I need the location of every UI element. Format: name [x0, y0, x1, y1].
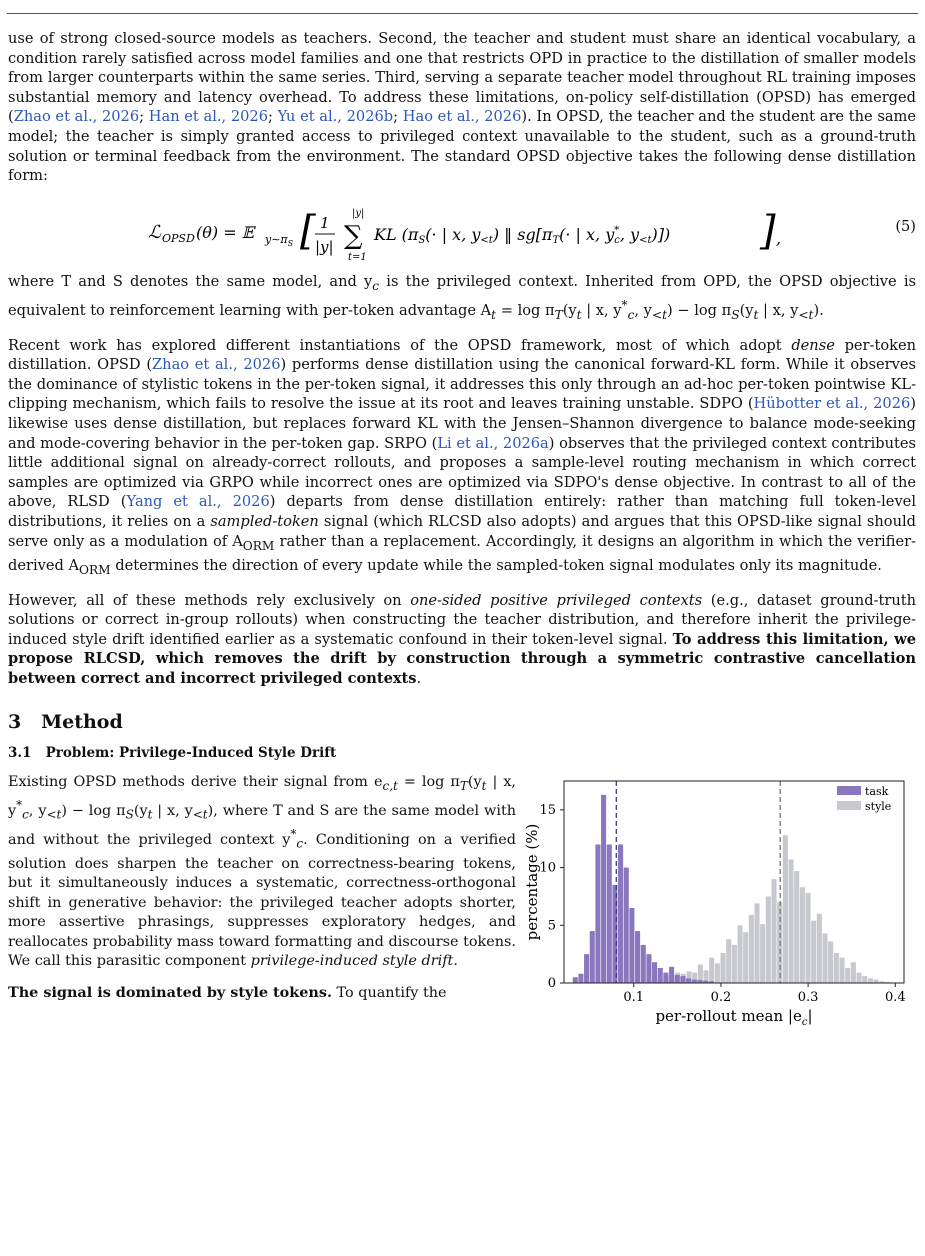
left-column [8, 773, 516, 973]
histogram-bar-task [680, 976, 685, 983]
svg-text:,: , [776, 228, 782, 248]
histogram-bar-style [862, 976, 867, 983]
histogram-bar-style [822, 933, 827, 983]
x-tick-label: 0.2 [710, 989, 732, 1005]
svg-text:∑: ∑ [344, 220, 363, 251]
histogram-bar-style [873, 979, 878, 982]
histogram-bar-task [601, 794, 606, 982]
svg-text:y∼πS: $y\sim\pi_S$ [265, 232, 294, 248]
header-rule [7, 13, 918, 14]
histogram-bar-style [783, 835, 788, 983]
histogram-bar-task [578, 973, 583, 982]
svg-text:|y|: |y| [352, 207, 365, 219]
equation-number: (5) [895, 217, 916, 235]
citation-link[interactable]: Han et al., 2026 [148, 108, 268, 126]
paragraph-opd-limitations: use of strong closed-source models as teachers. Second, the teacher and student must share an identical vocabulary, a condition rarely satisfied across model families and one that restricts OPD in practice to the distillation of smaller models from larger counterparts within the same series. Third, serving a separate teacher model throughout RL training imposes substantial memory and latency overhead. To address these limitations, on-policy self-distillation (OPSD) has emerged (Zhao et al., 2026; Han et al., 2026; Yu et al., 2026b; Hao et al., 2026). In OPSD, the teacher and the student are the same model; the teacher is simply granted access to privileged context unavailable to the student, such as a ground-truth solution or terminal feedback from the environment. The standard OPSD objective takes the following dense distillation form: [8, 30, 917, 185]
histogram-bar-task [669, 966, 674, 982]
histogram-bar-style [737, 925, 742, 983]
legend-label-task: task [865, 784, 889, 798]
page-body [8, 29, 917, 1028]
histogram-bar-task [618, 844, 623, 983]
y-tick-label: 5 [547, 917, 556, 933]
histogram-bar-style [834, 953, 839, 983]
histogram-bar-style [839, 957, 844, 982]
histogram-bar-style [788, 859, 793, 983]
svg-text:(θ) = 𝔼: (θ) = 𝔼 [196, 222, 254, 242]
y-axis-label: percentage (%) [523, 823, 541, 940]
citation-link[interactable]: Yu et al., 2026b [277, 108, 394, 126]
equation-graphic [148, 204, 808, 264]
histogram-bar-task [573, 977, 578, 983]
svg-text:KL (πS(· | x, y<t) ‖ sg[πT(· |: KL (πS(· | x, y<t) ‖ sg[πT(· | x, y* c, y<t)]) [374, 224, 671, 246]
svg-text:ℒ: ℒ [148, 221, 161, 243]
histogram-bar-style [760, 924, 765, 983]
section-heading: 3 Method [8, 710, 123, 733]
histogram-bar-style [732, 944, 737, 982]
histogram-bar-style [851, 962, 856, 983]
histogram-bar-task [635, 931, 640, 983]
histogram-bar-task [629, 907, 634, 982]
histogram-bar-style [794, 871, 799, 983]
histogram-bar-style [726, 939, 731, 983]
histogram-bar-style [749, 914, 754, 982]
y-tick-label: 10 [539, 860, 556, 876]
citation-link[interactable]: Hübotter et al., 2026 [753, 395, 911, 413]
legend-swatch-task [837, 786, 861, 795]
svg-text:1: 1 [320, 213, 330, 232]
histogram-bar-task [595, 844, 600, 983]
histogram-bar-style [856, 972, 861, 982]
histogram-bar-task [663, 972, 668, 982]
svg-text:[: [ [300, 207, 316, 254]
histogram-bar-task [584, 954, 589, 983]
citation-link[interactable]: Zhao et al., 2026 [152, 356, 281, 374]
subsection-heading: 3.1 Problem: Privilege-Induced Style Drift [8, 744, 337, 761]
x-axis-label: per-rollout mean $|e_c|$ [655, 1006, 813, 1028]
svg-text:]: ] [760, 207, 776, 254]
histogram-bar-style [811, 920, 816, 982]
histogram-bar-style [771, 879, 776, 983]
citation-link[interactable]: Zhao et al., 2026 [13, 108, 140, 126]
histogram-bar-style [868, 978, 873, 983]
histogram-bar-task [658, 968, 663, 983]
x-tick-label: 0.3 [797, 989, 819, 1005]
histogram-bar-style [743, 932, 748, 983]
svg-text:OPSD: OPSD [162, 231, 195, 245]
paragraph-limitation: However, all of these methods rely exclusively on one-sided positive privileged contexts (e.g., dataset ground-truth solutions or correct in-group rollouts) when constructing the teacher distribution, and therefore inherit the privilege-induced style drift identified earlier as a systematic confound in their token-level signal. To address this limitation, we propose RLCSD, which removes the drift by construction through a symmetric contrastive cancellation between correct and incorrect privileged contexts. [8, 591, 917, 687]
histogram-bar-task [624, 867, 629, 982]
histogram-bar-task [641, 944, 646, 982]
paragraph-opsd-definition: where T and S denotes the same model, and $y_c$ is the privileged context. Inherited from OPD, the OPSD objective is equivalent to reinforcement learning with per-token advantage $A_t = \log \pi_T(y_t$ | x, $y^*_c$, $y_{<t}) - \log \pi_S(y_t$ | x, $y_{<t}$). [8, 272, 916, 323]
histogram-bar-style [805, 892, 810, 982]
histogram-bar-task [686, 978, 691, 983]
citation-link[interactable]: Hao et al., 2026 [402, 108, 522, 126]
histogram-bar-style [766, 896, 771, 983]
y-tick-label: 15 [539, 802, 556, 818]
histogram-bar-style [828, 941, 833, 983]
histogram-bar-task [590, 931, 595, 983]
histogram-bar-style [754, 903, 759, 983]
equation-opsd-objective [8, 196, 916, 263]
histogram-bar-style [800, 887, 805, 983]
histogram-figure [523, 773, 910, 1028]
histogram-bar-style [715, 963, 720, 983]
histogram-bar-task [652, 962, 657, 983]
histogram-bar-task [607, 844, 612, 983]
citation-link[interactable]: Li et al., 2026a [437, 434, 549, 452]
histogram-bar-style [709, 957, 714, 982]
svg-text:|y|: |y| [315, 237, 334, 256]
y-tick-label: 0 [547, 975, 556, 991]
x-tick-label: 0.4 [884, 989, 906, 1005]
legend-swatch-style [837, 801, 861, 810]
svg-text:t=1: t=1 [348, 251, 367, 263]
histogram-bar-style [817, 913, 822, 982]
histogram-bar-task [692, 979, 697, 982]
histogram-bar-style [845, 968, 850, 983]
paragraph-related-work: Recent work has explored different instantiations of the OPSD framework, most of which adopt dense per-token distillation. OPSD (Zhao et al., 2026) performs dense distillation using the canonical forward-KL form. While it observes the dominance of stylistic tokens in the per-token signal, it addresses this only through an ad-hoc per-token pointwise KL-clipping mechanism, which fails to resolve the issue at its root and leaves training unstable. SDPO (Hübotter et al., 2026) likewise uses dense distillation, but replaces forward KL with the Jensen–Shannon divergence to balance mode-seeking and mode-covering behavior in the per-token gap. SRPO (Li et al., 2026a) observes that the privileged context contributes little additional signal on already-correct rollouts, and proposes a sample-level routing mechanism in which correct samples are optimized via GRPO while incorrect ones are optimized via SDPO's dense objective. In contrast to all of the above, RLSD (Yang et al., 2026) departs from dense distillation entirely: rather than matching full token-level distributions, it relies on a sampled-token signal (which RLCSD also adopts) and argues that this OPSD-like signal should serve only as a modulation of $A_{ORM}$ rather than a replacement. Accordingly, it designs an algorithm in which the verifier-derived $A_{ORM}$ determines the direction of every update while the sampled-token signal modulates only its magnitude. [8, 336, 917, 577]
x-tick-label: 0.1 [623, 989, 645, 1005]
histogram-bar-task [675, 974, 680, 982]
paragraph-style-tokens: The signal is dominated by style tokens. To quantify the [8, 984, 447, 1002]
histogram-bar-style [720, 953, 725, 983]
citation-link[interactable]: Yang et al., 2026 [126, 493, 270, 511]
paragraph-style-drift: Existing OPSD methods derive their signal from $e_{c,t} = \log \pi_T(y_t$ | x, $y^*_c$, $y_{<t}) - \log \pi_S(y_t$ | x, $y_{<t}$), where T and S are the same model with and without the privileged context $y^*_c$. Conditioning on a verified solution does sharpen the teacher on correctness-bearing tokens, but it simultaneously induces a systematic, correctness-orthogonal shift in generative behavior: the privileged teacher adopts shorter, more assertive phrasings, suppresses exploratory hedges, and reallocates probability mass toward formatting and discourse tokens. We call this parasitic component privilege-induced style drift. [8, 773, 517, 970]
legend-label-style: style [865, 799, 892, 813]
histogram-bar-task [646, 954, 651, 983]
